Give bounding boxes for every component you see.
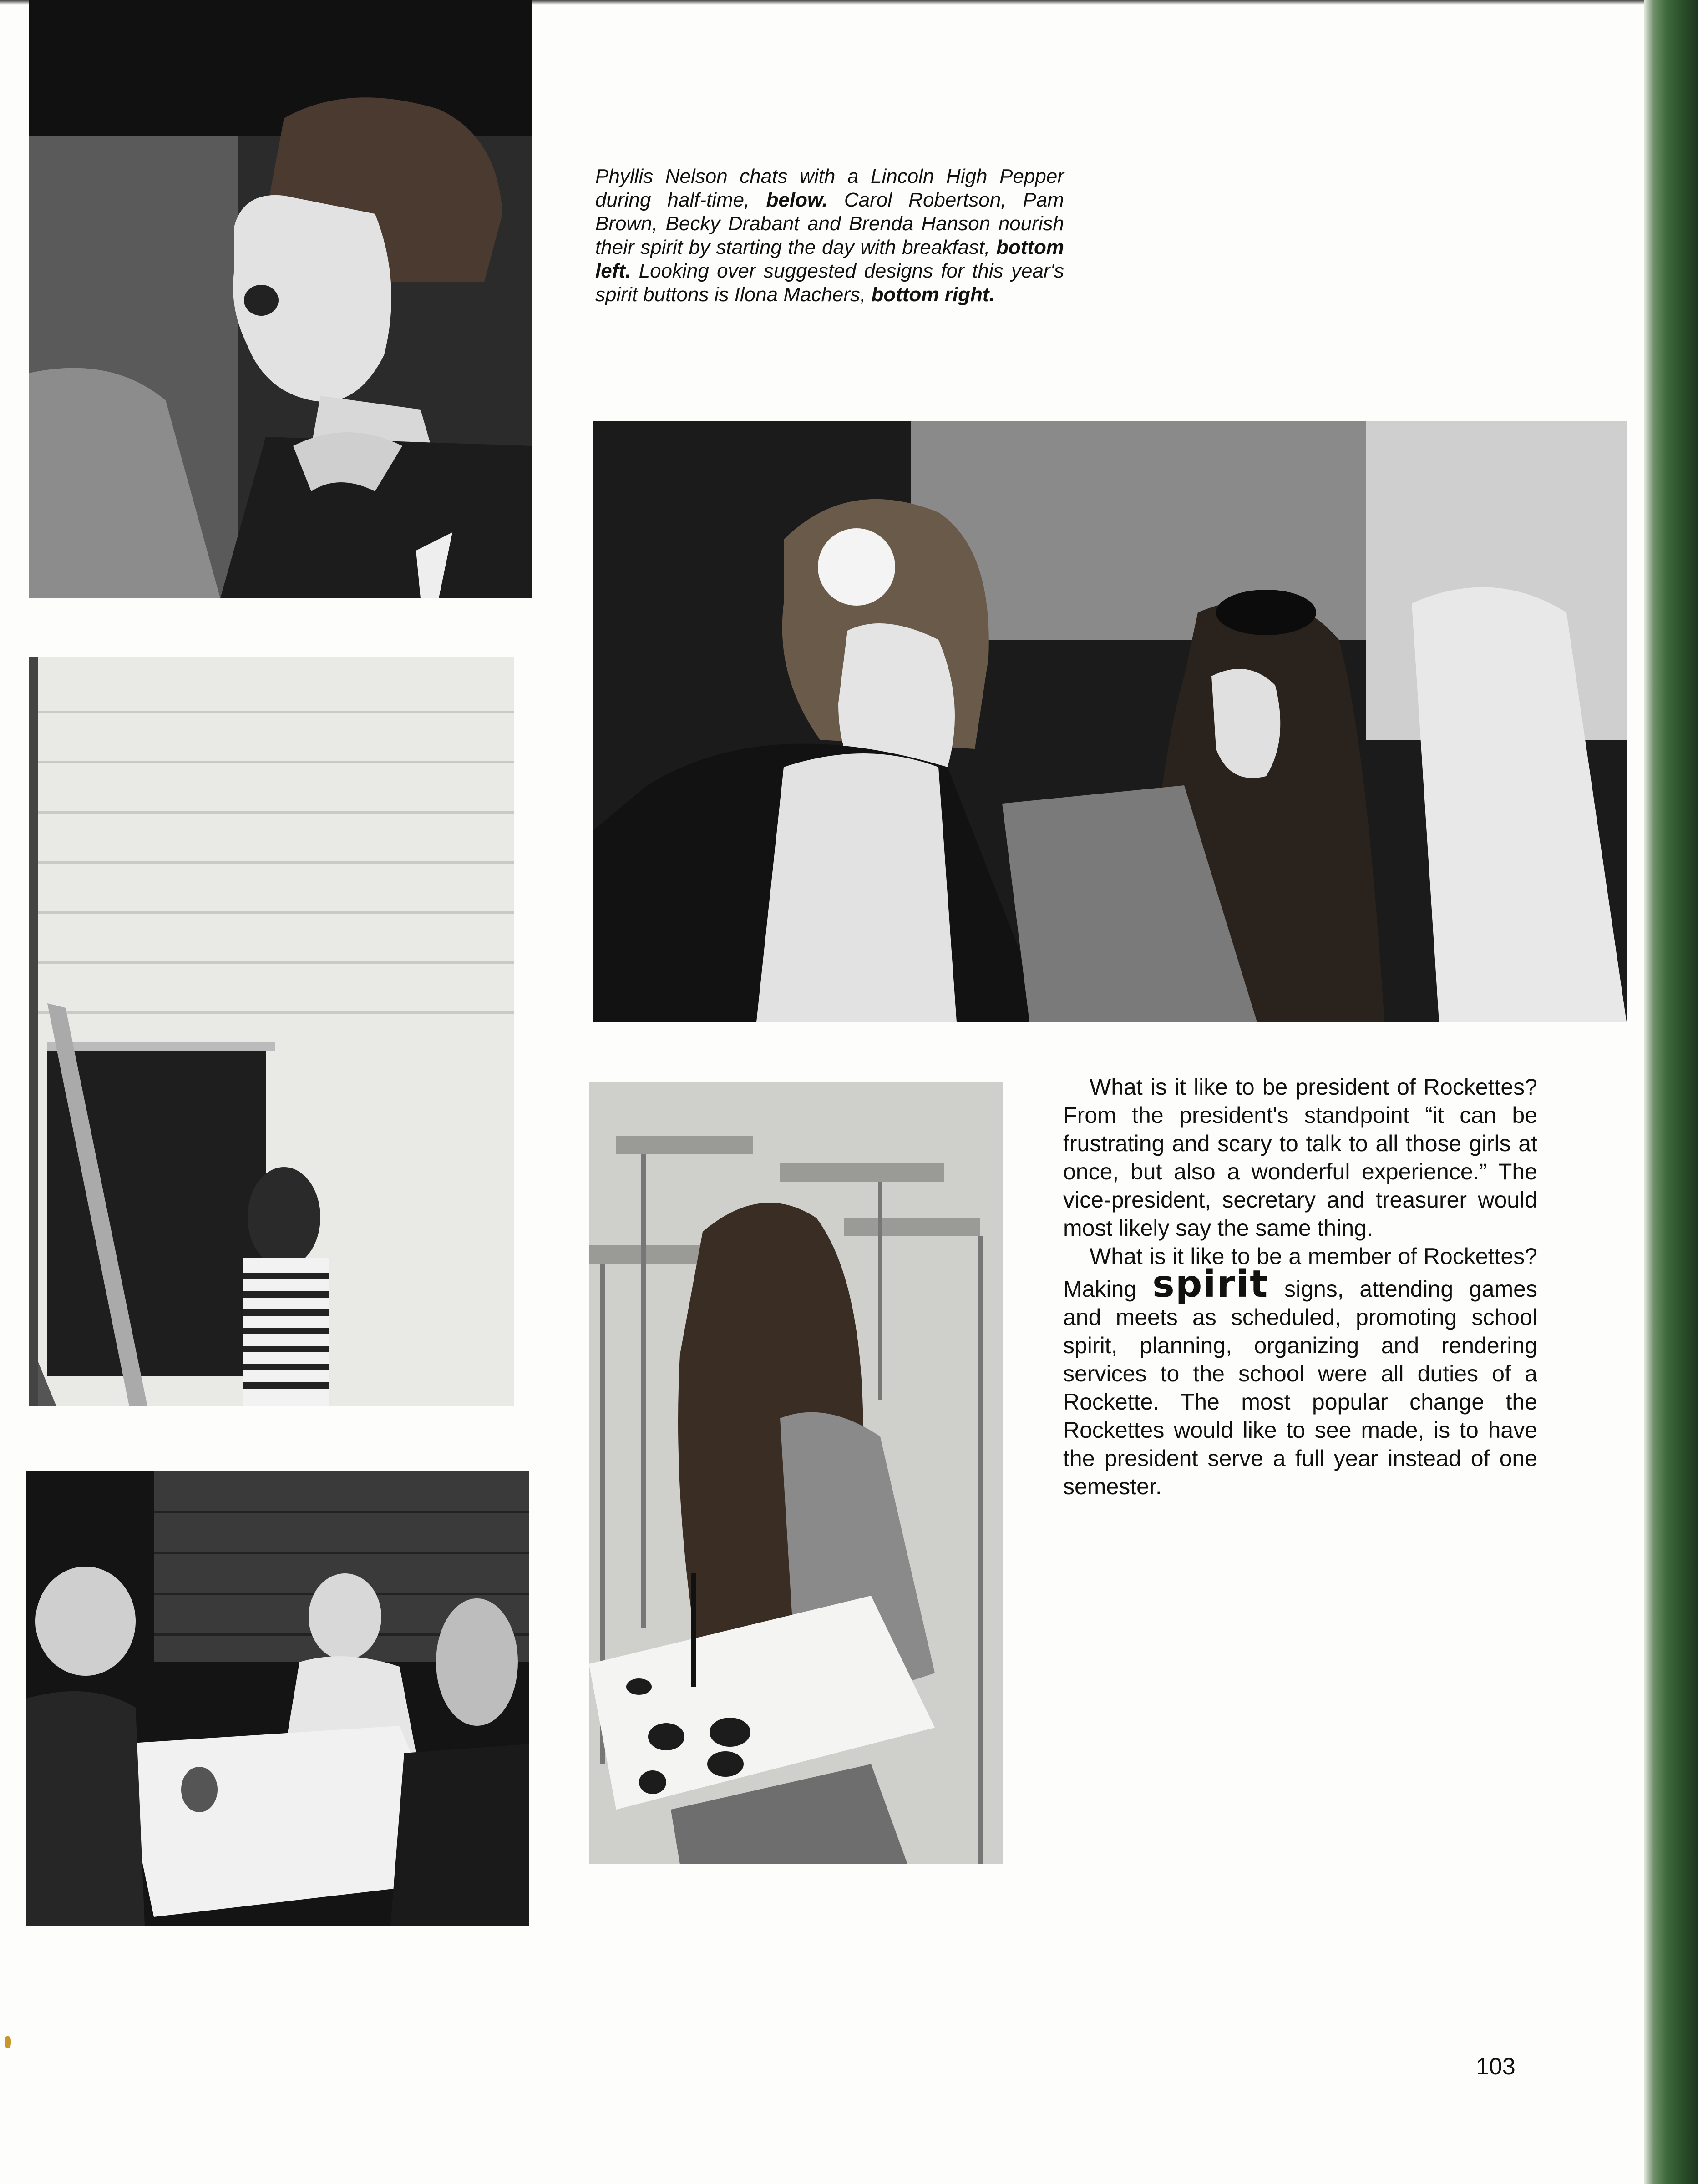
book-binding [1644, 0, 1698, 2184]
photo-caption [595, 165, 1064, 307]
photo-designing-buttons [589, 1082, 1003, 1864]
caption-bold-below: below. [766, 189, 828, 211]
photo-painting-signs [29, 657, 514, 1406]
spirit-emphasis: spirit [1152, 1263, 1269, 1306]
caption-bold-bottom-left: bottom left. [595, 236, 1064, 282]
photo-breakfast [26, 1471, 529, 1926]
page-blemish [5, 2036, 11, 2048]
article-body [1063, 1073, 1537, 1501]
photo-girls-talking [593, 421, 1627, 1022]
page-number: 103 [1476, 2053, 1516, 2080]
article-paragraph-2-start: What is it like to be a member of Rockettes? Making [1063, 1244, 1537, 1302]
article-paragraph-1: What is it like to be president of Rockettes? From the president's standpoint “it can be frustrating and scary to talk to all those girls at once, but also a wonderful experience.” The vice-president, secretary and treasurer would most likely say the same thing. [1063, 1074, 1537, 1241]
article-paragraph-2-end: signs, attending games and meets as scheduled, promoting school spirit, planning, organizing and rendering services to the school were all duties of a Rockette. The most popular change the Rockettes would like to see made, is to have the president serve a full year instead of one semester. [1063, 1276, 1537, 1499]
caption-text-1: Phyllis Nelson chats with a Lincoln High Pepper during half-time, [595, 165, 1064, 211]
caption-bold-bottom-right: bottom right. [871, 283, 995, 306]
caption-text-2: Carol Robertson, Pam Brown, Becky Drabant and Brenda Hanson nourish their spirit by starting the day with breakfast, [595, 189, 1064, 258]
photo-cheering-girl [29, 0, 532, 598]
caption-text-3: Looking over suggested designs for this year's spirit buttons is Ilona Machers, [595, 260, 1064, 306]
article-paragraph-2 [1063, 1242, 1537, 1501]
